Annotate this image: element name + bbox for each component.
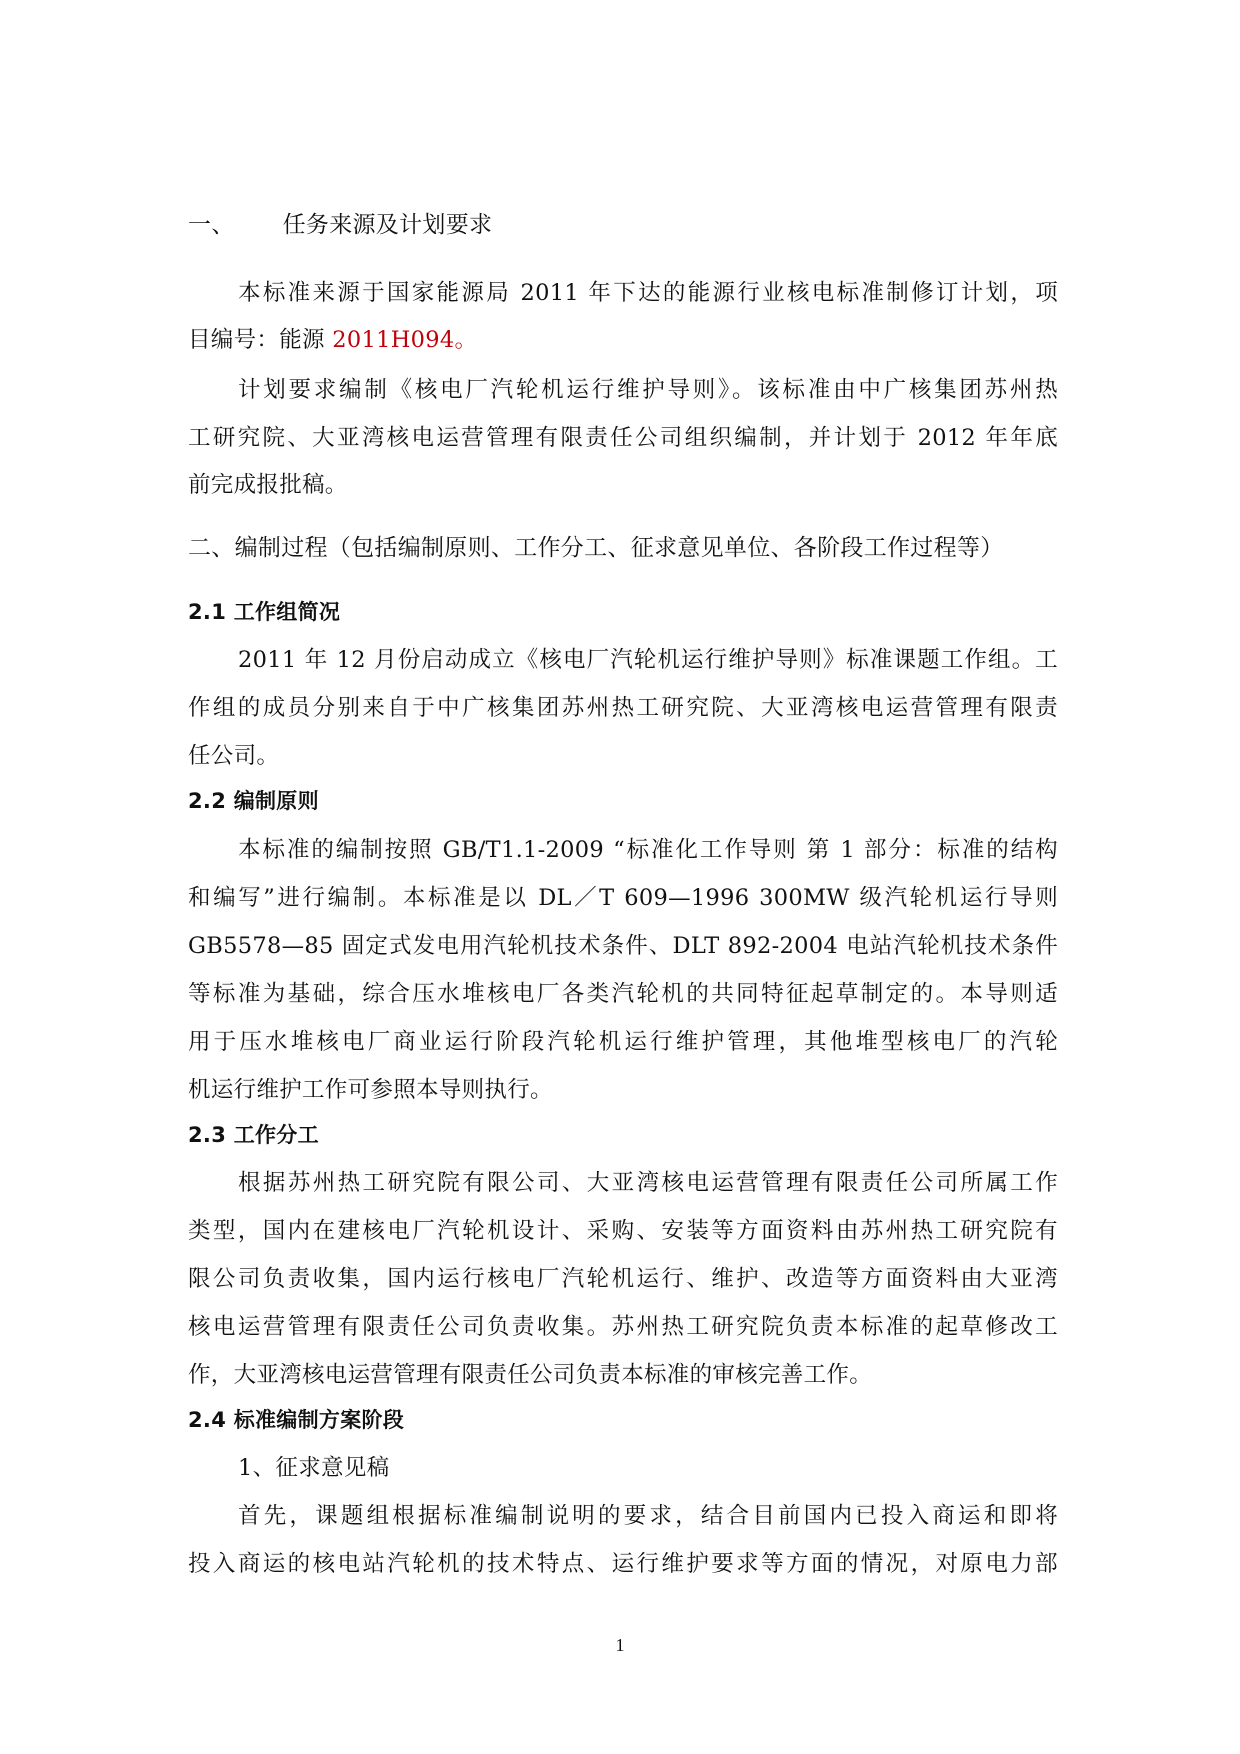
paragraph-line: 计划要求编制《核电厂汽轮机运行维护导则》。该标准由中广核集团苏州热 — [238, 377, 1058, 403]
project-number-value: 2011H094。 — [332, 327, 478, 353]
paragraph-line: 作，大亚湾核电运营管理有限责任公司负责本标准的审核完善工作。 — [188, 1362, 873, 1388]
list-item-1: 1、征求意见稿 — [238, 1455, 390, 1481]
paragraph-line: 本标准的编制按照 GB/T1.1-2009 “标准化工作导则 第 1 部分：标准的结构 — [238, 837, 1058, 863]
paragraph-line: 首先，课题组根据标准编制说明的要求，结合目前国内已投入商运和即将 — [238, 1503, 1058, 1529]
subsection-2-2-heading: 2.2 编制原则 — [188, 789, 319, 813]
paragraph-line: 核电运营管理有限责任公司负责收集。苏州热工研究院负责本标准的起草修改工 — [188, 1314, 1058, 1340]
paragraph-line: 作组的成员分别来自于中广核集团苏州热工研究院、大亚湾核电运营管理有限责 — [188, 695, 1058, 721]
subsection-2-1-heading: 2.1 工作组简况 — [188, 600, 341, 624]
project-number-label: 目编号：能源 — [188, 327, 333, 353]
paragraph-line: 根据苏州热工研究院有限公司、大亚湾核电运营管理有限责任公司所属工作 — [238, 1170, 1058, 1196]
section-1-heading — [188, 210, 1058, 240]
page-number: 1 — [615, 1635, 625, 1655]
paragraph-line: 限公司负责收集，国内运行核电厂汽轮机运行、维护、改造等方面资料由大亚湾 — [188, 1266, 1058, 1292]
paragraph-line: 2011 年 12 月份启动成立《核电厂汽轮机运行维护导则》标准课题工作组。工 — [238, 647, 1058, 673]
paragraph-line: 用于压水堆核电厂商业运行阶段汽轮机运行维护管理，其他堆型核电厂的汽轮 — [188, 1029, 1058, 1055]
subsection-2-4-heading: 2.4 标准编制方案阶段 — [188, 1408, 405, 1432]
paragraph-line: 本标准来源于国家能源局 2011 年下达的能源行业核电标准制修订计划，项 — [238, 280, 1058, 306]
paragraph-line: 等标准为基础，综合压水堆核电厂各类汽轮机的共同特征起草制定的。本导则适 — [188, 981, 1058, 1007]
section-1-number: 一、 — [188, 212, 235, 238]
paragraph-line: GB5578—85 固定式发电用汽轮机技术条件、DLT 892-2004 电站汽轮机技术条件 — [188, 933, 1058, 959]
section-2-heading: 二、编制过程（包括编制原则、工作分工、征求意见单位、各阶段工作过程等） — [188, 535, 1004, 561]
section-1-title: 任务来源及计划要求 — [282, 212, 493, 238]
paragraph-line: 前完成报批稿。 — [188, 472, 348, 498]
paragraph-line: 工研究院、大亚湾核电运营管理有限责任公司组织编制，并计划于 2012 年年底 — [188, 425, 1058, 451]
paragraph-line: 类型，国内在建核电厂汽轮机设计、采购、安装等方面资料由苏州热工研究院有 — [188, 1218, 1058, 1244]
paragraph-line: 投入商运的核电站汽轮机的技术特点、运行维护要求等方面的情况，对原电力部 — [188, 1551, 1058, 1577]
paragraph-line: 机运行维护工作可参照本导则执行。 — [188, 1077, 553, 1103]
subsection-2-3-heading: 2.3 工作分工 — [188, 1123, 319, 1147]
paragraph-line: 和编写”进行编制。本标准是以 DL／T 609—1996 300MW 级汽轮机运行导则 — [188, 885, 1058, 911]
paragraph-line — [188, 325, 1058, 355]
paragraph-line: 任公司。 — [188, 743, 280, 769]
